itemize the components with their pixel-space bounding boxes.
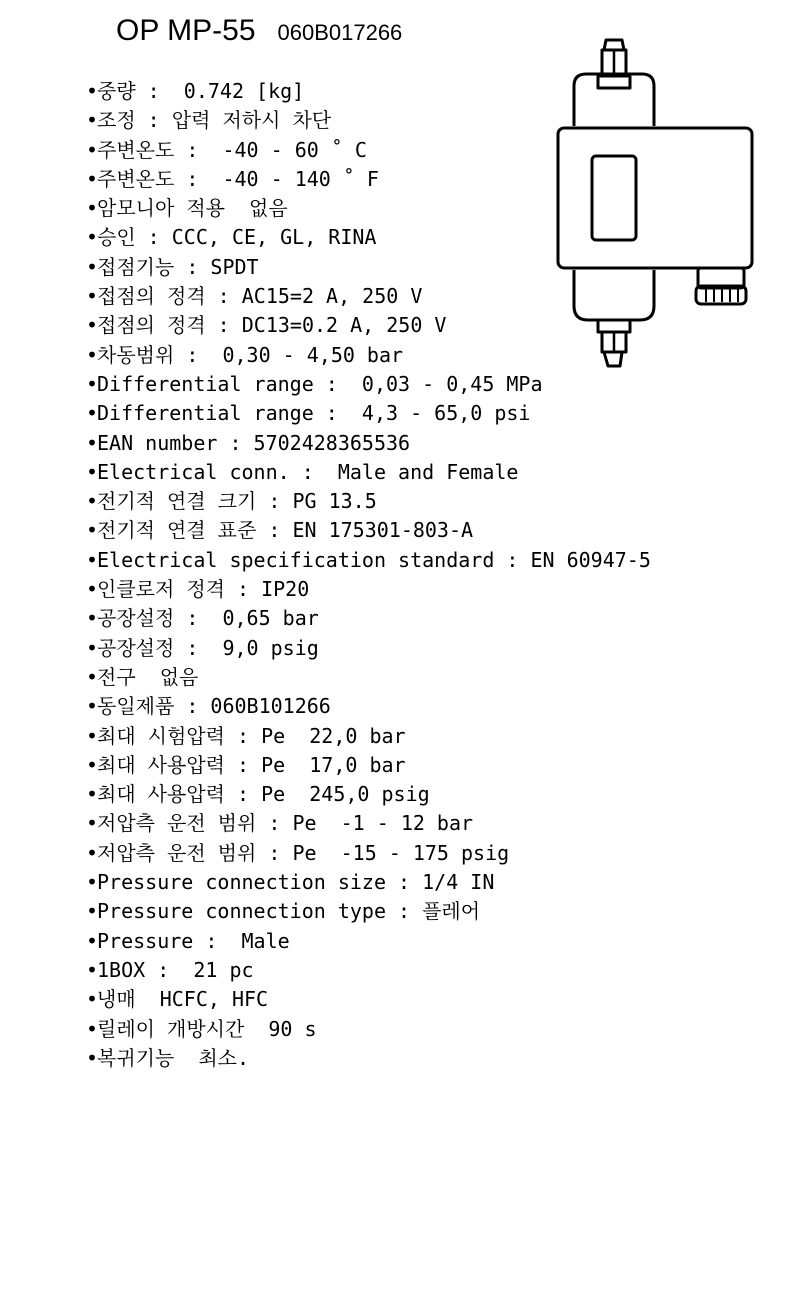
spec-text: 저압측 운전 범위 : Pe -1 - 12 bar [97, 811, 474, 836]
spec-text: 저압측 운전 범위 : Pe -15 - 175 psig [97, 840, 510, 865]
bullet-icon: • [86, 664, 99, 689]
cable-gland [696, 268, 746, 304]
bullet-icon: • [86, 547, 99, 572]
spec-text: 중량 : 0.742 [kg] [97, 79, 305, 103]
spec-text: Pressure connection type : 플레어 [97, 899, 481, 924]
bullet-icon: • [86, 196, 99, 221]
bullet-icon: • [86, 577, 99, 602]
spec-text: 최대 시험압력 : Pe 22,0 bar [97, 723, 406, 748]
model-name: OP MP-55 [116, 14, 256, 47]
spec-text: 전기적 연결 표준 : EN 175301-803-A [97, 518, 474, 543]
bullet-icon: • [86, 899, 99, 924]
spec-text: Electrical conn. : Male and Female [97, 459, 519, 484]
spec-text: 주변온도 : -40 - 140 ˚ F [97, 166, 379, 191]
switch-housing [558, 128, 752, 268]
bullet-icon: • [86, 635, 99, 660]
spec-text: Differential range : 0,03 - 0,45 MPa [97, 371, 543, 396]
bullet-icon: • [86, 694, 99, 719]
bullet-icon: • [86, 459, 99, 484]
spec-item [86, 809, 651, 838]
spec-text: Pressure : Male [97, 928, 290, 953]
pressure-switch-drawing [550, 20, 760, 375]
bullet-icon: • [86, 811, 99, 836]
bullet-icon: • [86, 987, 99, 1012]
bullet-icon: • [86, 1045, 99, 1070]
spec-item [86, 985, 651, 1014]
spec-item [86, 399, 651, 428]
spec-text: 주변온도 : -40 - 60 ˚ C [97, 137, 367, 162]
bottom-bellows [574, 270, 654, 320]
housing-window [592, 156, 636, 240]
spec-text: 복귀기능 최소. [97, 1045, 250, 1070]
bullet-icon: • [86, 782, 99, 807]
bullet-icon: • [86, 401, 99, 426]
spec-text: 냉매 HCFC, HFC [97, 987, 269, 1012]
product-code: 060B017266 [277, 20, 403, 45]
spec-item [86, 839, 651, 868]
bullet-icon: • [86, 79, 99, 103]
spec-item [86, 575, 651, 604]
spec-item [86, 546, 651, 575]
spec-text: 최대 사용압력 : Pe 17,0 bar [97, 752, 406, 777]
spec-item [86, 429, 651, 458]
bullet-icon: • [86, 870, 99, 895]
bullet-icon: • [86, 723, 99, 748]
spec-text: 접점의 정격 : DC13=0.2 A, 250 V [97, 313, 447, 338]
bullet-icon: • [86, 313, 99, 338]
bullet-icon: • [86, 957, 99, 982]
bullet-icon: • [86, 606, 99, 631]
spec-item [86, 516, 651, 545]
spec-text: EAN number : 5702428365536 [97, 430, 411, 455]
spec-item [86, 692, 651, 721]
spec-item [86, 458, 651, 487]
spec-text: 인클로저 정격 : IP20 [97, 577, 310, 602]
spec-item [86, 663, 651, 692]
spec-text: Pressure connection size : 1/4 IN [97, 870, 495, 895]
spec-text: Electrical specification standard : EN 60947-5 [97, 547, 651, 572]
bullet-icon: • [86, 489, 99, 514]
spec-text: 공장설정 : 0,65 bar [97, 606, 319, 631]
spec-text: Differential range : 4,3 - 65,0 psi [97, 401, 531, 426]
spec-text: 승인 : CCC, CE, GL, RINA [97, 225, 377, 250]
bullet-icon: • [86, 1016, 99, 1041]
top-bellows [574, 74, 654, 126]
bullet-icon: • [86, 430, 99, 455]
spec-item [86, 634, 651, 663]
bullet-icon: • [86, 928, 99, 953]
bullet-icon: • [86, 342, 99, 367]
spec-text: 암모니아 적용 없음 [97, 196, 288, 221]
spec-text: 공장설정 : 9,0 psig [97, 635, 319, 660]
spec-text: 조정 : 압력 저하시 차단 [97, 108, 332, 133]
top-connector [598, 40, 630, 88]
spec-text: 릴레이 개방시간 90 s [97, 1016, 317, 1041]
bullet-icon: • [86, 166, 99, 191]
bullet-icon: • [86, 752, 99, 777]
spec-text: 동일제품 : 060B101266 [97, 694, 331, 719]
product-title [116, 14, 402, 48]
spec-text: 접점기능 : SPDT [97, 254, 259, 279]
bullet-icon: • [86, 108, 99, 133]
spec-item [86, 956, 651, 985]
bullet-icon: • [86, 225, 99, 250]
spec-text: 1BOX : 21 pc [97, 957, 254, 982]
spec-item [86, 1044, 651, 1073]
spec-item [86, 604, 651, 633]
spec-text: 접점의 정격 : AC15=2 A, 250 V [97, 284, 423, 309]
bullet-icon: • [86, 137, 99, 162]
spec-item [86, 868, 651, 897]
spec-item [86, 780, 651, 809]
spec-item [86, 722, 651, 751]
bottom-connector [598, 320, 630, 366]
spec-item [86, 1015, 651, 1044]
spec-text: 차동범위 : 0,30 - 4,50 bar [97, 342, 404, 367]
spec-item [86, 751, 651, 780]
bullet-icon: • [86, 371, 99, 396]
spec-item [86, 487, 651, 516]
spec-item [86, 897, 651, 926]
spec-text: 최대 사용압력 : Pe 245,0 psig [97, 782, 430, 807]
bullet-icon: • [86, 254, 99, 279]
bullet-icon: • [86, 840, 99, 865]
spec-item [86, 927, 651, 956]
bullet-icon: • [86, 284, 99, 309]
spec-text: 전기적 연결 크기 : PG 13.5 [97, 489, 377, 514]
spec-text: 전구 없음 [97, 664, 199, 689]
bullet-icon: • [86, 518, 99, 543]
